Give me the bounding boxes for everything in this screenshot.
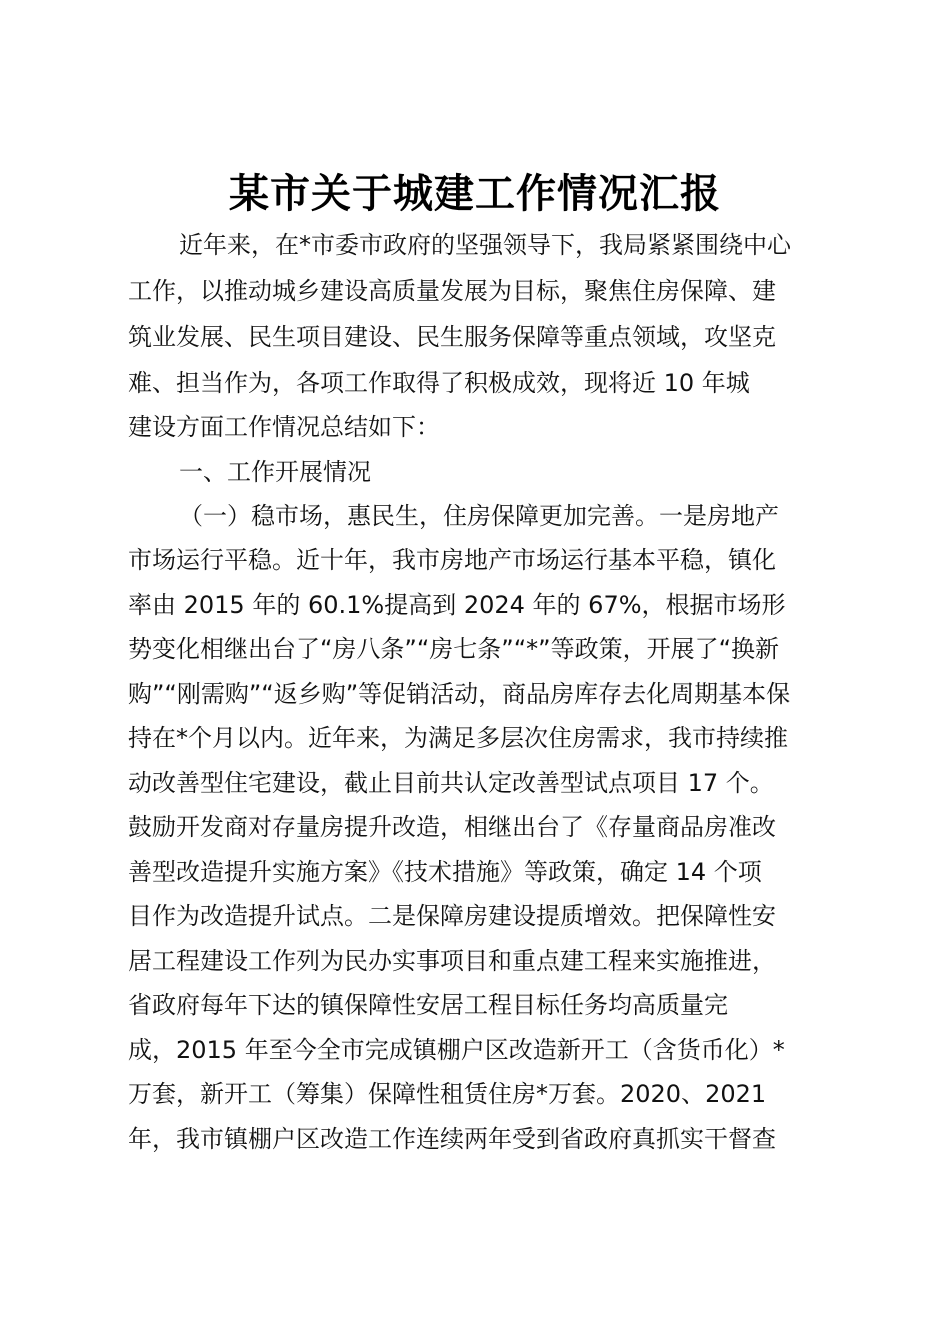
paragraph-line: 购”“刚需购”“返乡购”等促销活动，商品房库存去化周期基本保 (128, 680, 791, 708)
paragraph-line: 难、担当作为，各项工作取得了积极成效，现将近 10 年城 (128, 369, 750, 397)
section-heading: 一、工作开展情况 (179, 458, 371, 486)
paragraph-line: 近年来，在*市委市政府的坚强领导下，我局紧紧围绕中心 (179, 231, 791, 259)
paragraph-line: （一）稳市场，惠民生，住房保障更加完善。一是房地产 (179, 502, 779, 530)
document-title: 某市关于城建工作情况汇报 (229, 170, 721, 217)
paragraph-line: 善型改造提升实施方案》《技术措施》等政策，确定 14 个项 (128, 858, 762, 886)
paragraph-line: 动改善型住宅建设，截止目前共认定改善型试点项目 17 个。 (128, 769, 774, 797)
paragraph-line: 省政府每年下达的镇保障性安居工程目标任务均高质量完 (128, 991, 728, 1019)
paragraph-line: 目作为改造提升试点。二是保障房建设提质增效。把保障性安 (128, 902, 776, 930)
paragraph-line: 市场运行平稳。近十年，我市房地产市场运行基本平稳，镇化 (128, 546, 776, 574)
paragraph-line: 成，2015 年至今全市完成镇棚户区改造新开工（含货币化）* (128, 1036, 785, 1064)
paragraph-line: 筑业发展、民生项目建设、民生服务保障等重点领域，攻坚克 (128, 323, 776, 351)
paragraph-line: 势变化相继出台了“房八条”“房七条”“*”等政策，开展了“换新 (128, 635, 780, 663)
paragraph-line: 居工程建设工作列为民办实事项目和重点建工程来实施推进， (128, 947, 776, 975)
paragraph-line: 率由 2015 年的 60.1%提高到 2024 年的 67%，根据市场形 (128, 591, 786, 619)
paragraph-line: 年，我市镇棚户区改造工作连续两年受到省政府真抓实干督查 (128, 1125, 776, 1153)
paragraph-line: 持在*个月以内。近年来，为满足多层次住房需求，我市持续推 (128, 724, 788, 752)
paragraph-line: 鼓励开发商对存量房提升改造，相继出台了《存量商品房准改 (128, 813, 776, 841)
paragraph-line: 工作，以推动城乡建设高质量发展为目标，聚焦住房保障、建 (128, 277, 776, 305)
paragraph-line: 万套，新开工（筹集）保障性租赁住房*万套。2020、2021 (128, 1080, 767, 1108)
paragraph-line: 建设方面工作情况总结如下： (128, 413, 440, 441)
